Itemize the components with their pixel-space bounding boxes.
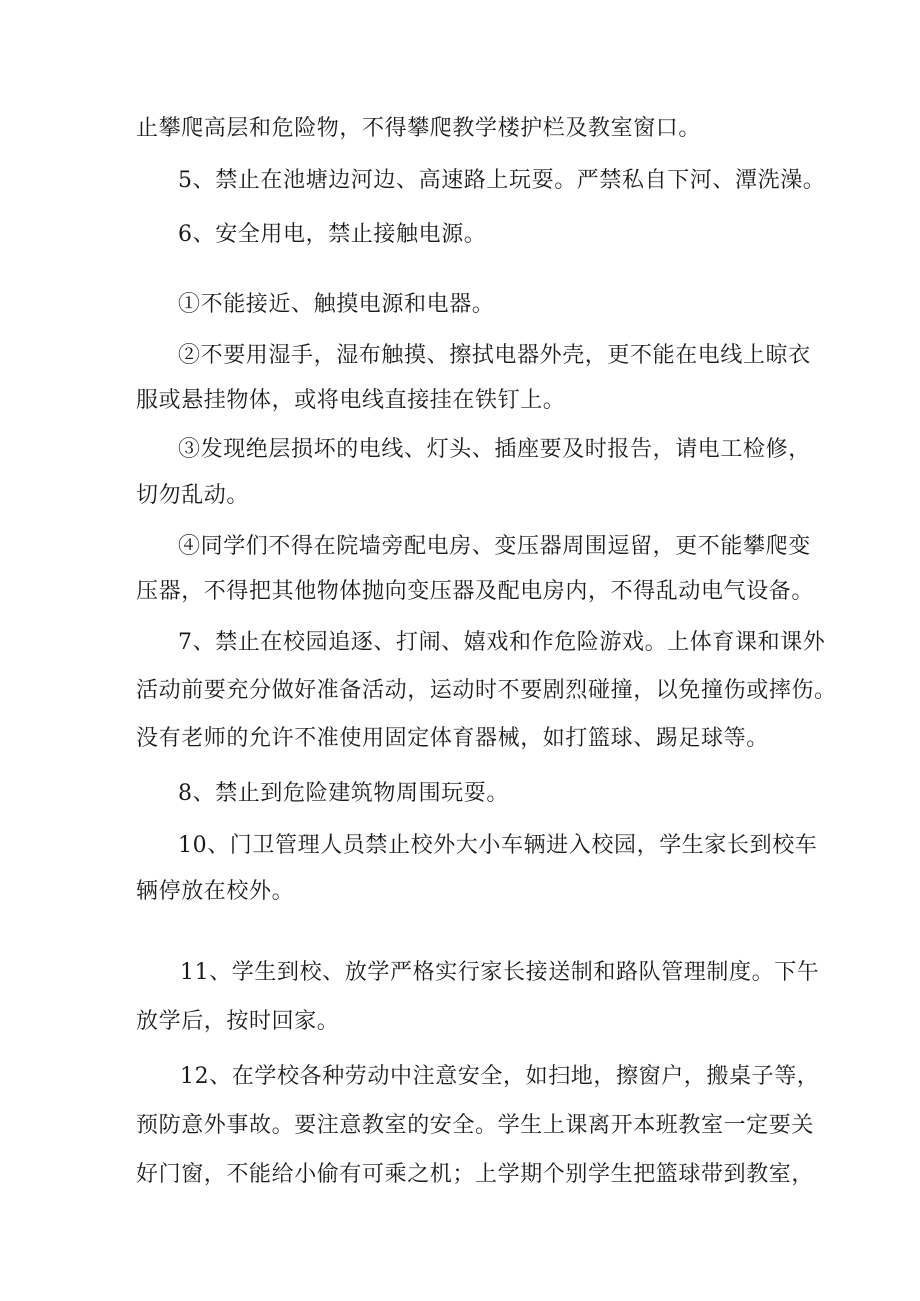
text-line: ①不能接近、触摸电源和电器。 — [178, 292, 495, 317]
text-line: 12、在学校各种劳动中注意安全，如扫地，擦窗户，搬桌子等， — [180, 1064, 820, 1089]
text-line: 止攀爬高层和危险物，不得攀爬教学楼护栏及教室窗口。 — [136, 116, 702, 141]
text-line: 7、禁止在校园追逐、打闹、嬉戏和作危险游戏。上体育课和课外 — [178, 630, 826, 655]
text-line: 6、安全用电，禁止接触电源。 — [178, 222, 487, 247]
text-line: 11、学生到校、放学严格实行家长接送制和路队管理制度。下午 — [180, 960, 820, 985]
text-line: 活动前要充分做好准备活动，运动时不要剧烈碰撞，以免撞伤或摔伤。 — [136, 678, 837, 703]
text-line: 5、禁止在池塘边河边、高速路上玩耍。严禁私自下河、潭洗澡。 — [178, 168, 826, 193]
text-line: 服或悬挂物体，或将电线直接挂在铁钉上。 — [136, 388, 566, 413]
text-line: 8、禁止到危险建筑物周围玩耍。 — [178, 781, 509, 806]
text-line: 放学后，按时回家。 — [136, 1009, 340, 1034]
text-line: 辆停放在校外。 — [136, 879, 295, 904]
text-line: 压器，不得把其他物体抛向变压器及配电房内，不得乱动电气设备。 — [136, 579, 815, 604]
text-line: 预防意外事故。要注意教室的安全。学生上课离开本班教室一定要关 — [136, 1113, 815, 1138]
text-line: 切勿乱动。 — [136, 483, 250, 508]
text-line: ②不要用湿手，湿布触摸、擦拭电器外壳，更不能在电线上晾衣 — [178, 343, 811, 368]
text-line: 好门窗，不能给小偷有可乘之机；上学期个别学生把篮球带到教室， — [136, 1162, 815, 1187]
text-line: ③发现绝层损坏的电线、灯头、插座要及时报告，请电工检修， — [178, 437, 811, 462]
text-line: ④同学们不得在院墙旁配电房、变压器周围逗留，更不能攀爬变 — [178, 534, 811, 559]
text-line: 没有老师的允许不准使用固定体育器械，如打篮球、踢足球等。 — [136, 726, 769, 751]
text-line: 10、门卫管理人员禁止校外大小车辆进入校园，学生家长到校车 — [178, 833, 818, 858]
